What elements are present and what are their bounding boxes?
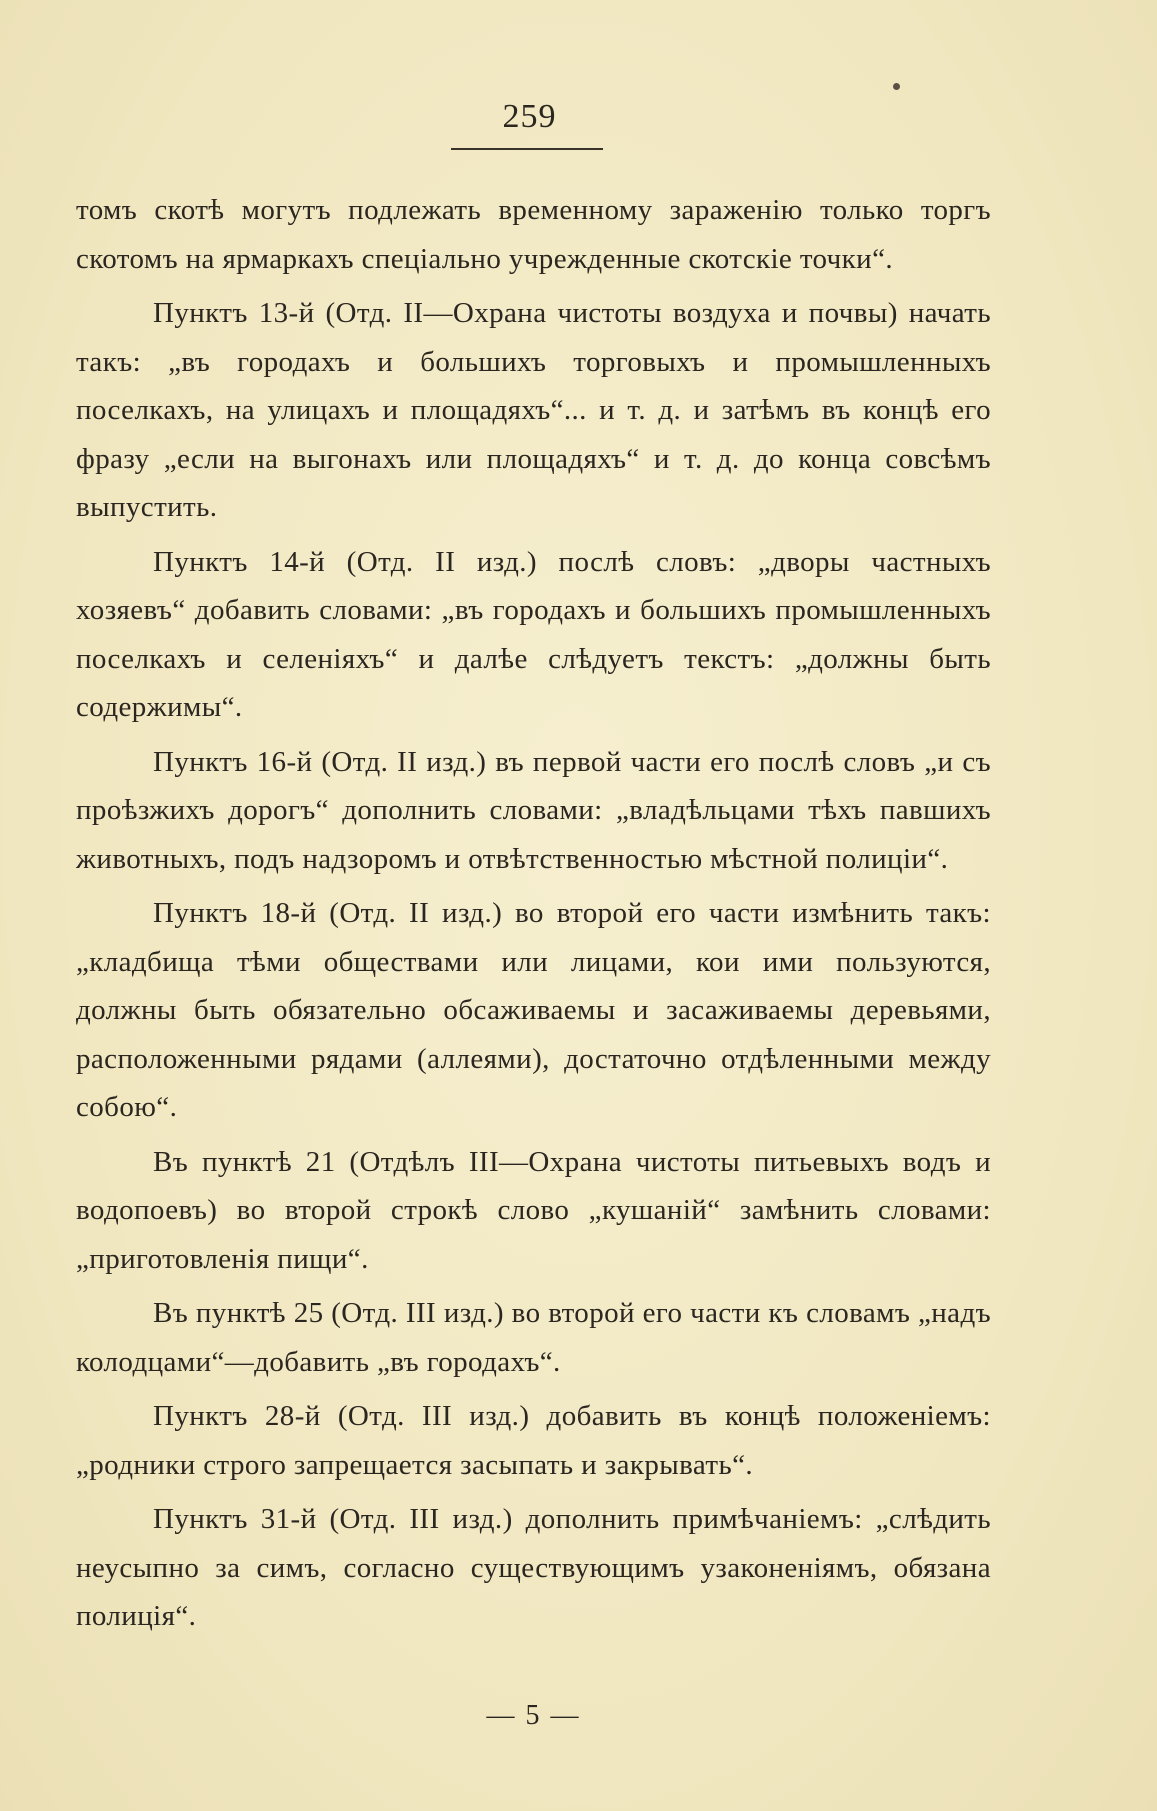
body-text [76,186,991,1647]
paragraph-item-21: Въ пунктѣ 21 (Отдѣлъ III—Охрана чистоты питьевыхъ водъ и водопоевъ) во второй строкѣ слово „кушаній“ замѣнить словами: „приготовленія пищи“. [76,1145,991,1275]
header-rule [451,148,603,150]
paragraph-item-16: Пунктъ 16-й (Отд. II изд.) въ первой части его послѣ словъ „и съ проѣзжихъ дорогъ“ дополнить словами: „владѣльцами тѣхъ павшихъ животныхъ, подъ надзоромъ и отвѣтственностью мѣстной полиціи“. [76,745,991,875]
paragraph-item-13: Пунктъ 13-й (Отд. II—Охрана чистоты воздуха и почвы) начать такъ: „въ городахъ и большихъ торговыхъ и промышленныхъ поселкахъ, на улицахъ и площадяхъ“... и т. д. и затѣмъ въ концѣ его фразу „если на выгонахъ или площадяхъ“ и т. д. до конца совсѣмъ выпустить. [76,297,991,523]
paragraph-item-14: Пунктъ 14-й (Отд. II изд.) послѣ словъ: „дворы частныхъ хозяевъ“ добавить словами: „въ городахъ и большихъ промышленныхъ поселкахъ и селеніяхъ“ и далѣе слѣдуетъ текстъ: „должны быть содержимы“. [76,545,991,723]
ink-spot [893,83,900,90]
paragraph-continuation: томъ скотѣ могутъ подлежать временному зараженію только торгъ скотомъ на ярмаркахъ спеціально учрежденные скотскіе точки“. [76,194,991,275]
paragraph-item-25: Въ пунктѣ 25 (Отд. III изд.) во второй его части къ словамъ „надъ колодцами“—добавить „въ городахъ“. [76,1297,991,1378]
paragraph-item-31: Пунктъ 31-й (Отд. III изд.) дополнить примѣчаніемъ: „слѣдить неусыпно за симъ, согласно существующимъ узаконеніямъ, обязана полиція“. [76,1503,991,1632]
paragraph-item-28: Пунктъ 28-й (Отд. III изд.) добавить въ концѣ положеніемъ: „родники строго запрещается засыпать и закрывать“. [76,1400,991,1481]
paragraph-item-18: Пунктъ 18-й (Отд. II изд.) во второй его части измѣнить такъ: „кладбища тѣми обществами или лицами, кои ими пользуются, должны быть обязательно обсаживаемы и засаживаемы деревьями, расположенными рядами (аллеями), достаточно отдѣленными между собою“. [76,897,991,1123]
signature-mark: — 5 — [486,1700,581,1731]
page-number: 259 [502,98,557,135]
